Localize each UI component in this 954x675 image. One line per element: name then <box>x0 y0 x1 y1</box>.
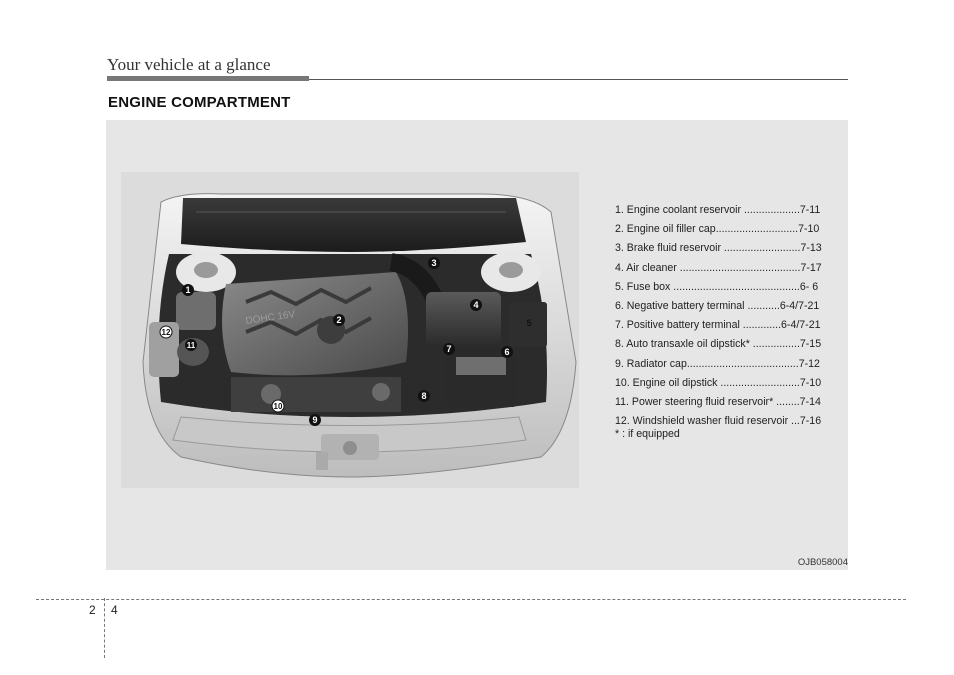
callout-7 <box>443 343 455 355</box>
callout-5 <box>526 318 531 328</box>
component-legend <box>615 201 845 440</box>
svg-text:4: 4 <box>473 300 479 310</box>
section-title: Your vehicle at a glance <box>107 55 271 74</box>
callout-11 <box>185 339 197 351</box>
header-accent-bar <box>107 76 309 81</box>
page-number: 4 <box>111 603 118 617</box>
legend-item: 11. Power steering fluid reservoir* ........7-14 <box>615 395 821 408</box>
chapter-number: 2 <box>89 603 96 617</box>
callout-10 <box>272 400 284 412</box>
callout-9 <box>309 414 321 426</box>
svg-text:9: 9 <box>312 415 318 425</box>
legend-item: 6. Negative battery terminal ...........6-4/7-21 <box>615 299 820 312</box>
page-number-divider <box>104 598 105 658</box>
svg-text:7: 7 <box>446 344 452 354</box>
footer-rule <box>36 599 906 600</box>
figure-code: OJB058004 <box>797 557 848 568</box>
svg-text:6: 6 <box>504 347 510 357</box>
svg-text:1: 1 <box>185 285 191 295</box>
svg-text:11: 11 <box>186 341 196 350</box>
legend-item: 5. Fuse box ...........................................6- 6 <box>615 280 819 293</box>
legend-item: 8. Auto transaxle oil dipstick* ................7-15 <box>615 338 822 351</box>
legend-item: 2. Engine oil filler cap............................7-10 <box>615 223 820 236</box>
svg-text:5: 5 <box>526 318 532 328</box>
legend-item: 4. Air cleaner .........................................7-17 <box>615 261 822 274</box>
legend-item: 1. Engine coolant reservoir ...................7-11 <box>615 204 821 216</box>
svg-text:8: 8 <box>421 391 427 401</box>
callout-6 <box>501 346 513 358</box>
callout-1 <box>182 284 194 296</box>
svg-text:3: 3 <box>431 258 437 268</box>
legend-item: 9. Radiator cap......................................7-12 <box>615 357 820 370</box>
svg-text:10: 10 <box>273 402 283 411</box>
engine-compartment-illustration <box>121 172 579 488</box>
callout-3 <box>428 257 440 269</box>
legend-footnote: * : if equipped <box>615 428 680 441</box>
svg-text:2: 2 <box>336 315 342 325</box>
engine-cover-label: DOHC 16V <box>244 309 296 327</box>
svg-text:12: 12 <box>161 328 171 337</box>
legend-item: 3. Brake fluid reservoir ..........................7-13 <box>615 242 822 255</box>
callout-8 <box>418 390 430 402</box>
legend-item: 10. Engine oil dipstick ...........................7-10 <box>615 376 822 389</box>
callout-2 <box>333 314 345 326</box>
page-heading: ENGINE COMPARTMENT <box>108 94 291 111</box>
legend-item: 12. Windshield washer fluid reservoir ...7-16 <box>615 415 822 428</box>
callout-12 <box>160 326 172 338</box>
legend-item: 7. Positive battery terminal .............6-4/7-21 <box>615 319 821 332</box>
callout-4 <box>470 299 482 311</box>
